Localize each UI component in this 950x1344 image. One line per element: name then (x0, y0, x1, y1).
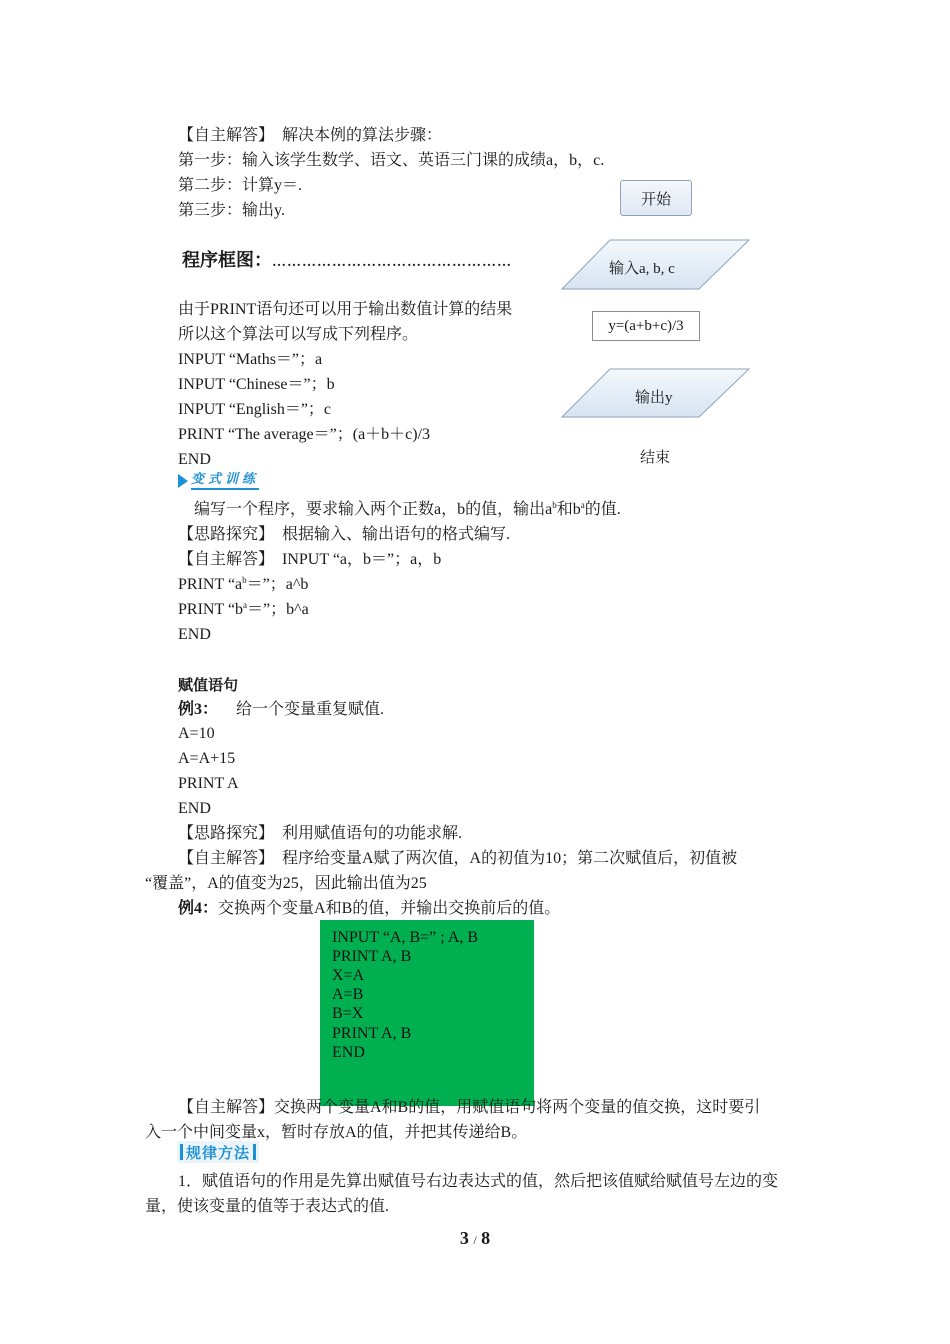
code-box-line: B=X (332, 1005, 364, 1022)
variant-answer: 【自主解答】 INPUT “a，b＝”；a，b (178, 551, 442, 568)
example4-label: 例4： (178, 900, 219, 917)
method-line-1: 1．赋值语句的作用是先算出赋值号右边表达式的值，然后把该值赋给赋值号左边的变 (178, 1173, 779, 1190)
example3-answer-1: 【自主解答】 程序给变量A赋了两次值，A的初值为10；第二次赋值后，初值被 (178, 850, 738, 867)
code-line: INPUT “Maths＝”；a (178, 351, 323, 368)
code-line: END (178, 626, 211, 643)
code-line: END (178, 451, 211, 468)
code-line: END (178, 800, 211, 817)
bar-right-icon (253, 1144, 256, 1160)
example3-line (178, 700, 384, 720)
page-total: 8 (481, 1228, 491, 1248)
variant-training-label: 变式训练 (191, 472, 259, 490)
method-line-2: 量，使该变量的值等于表达式的值. (145, 1198, 390, 1215)
variant-training-badge (178, 472, 259, 490)
page-number (0, 1228, 950, 1249)
print-intro-2: 所以这个算法可以写成下列程序。 (178, 326, 419, 343)
example4-answer-1: 【自主解答】交换两个变量A和B的值，用赋值语句将两个变量的值交换，这时要引 (178, 1099, 761, 1116)
step-three: 第三步：输出y. (178, 202, 285, 219)
code-line: PRINT A (178, 775, 239, 792)
flowchart-start (620, 180, 692, 216)
code-box-line: PRINT A, B (332, 948, 412, 965)
flowchart-heading-dots: ………………………………………… (272, 255, 512, 270)
example4-text: 交换两个变量A和B的值，并输出交换前后的值。 (218, 900, 561, 917)
section-title: 赋值语句 (178, 676, 239, 694)
code-line: PRINT “The average＝”；(a＋b＋c)/3 (178, 426, 431, 443)
example3-answer-2: “覆盖”，A的值变为25，因此输出值为25 (145, 875, 427, 892)
code-line: PRINT “$a^b=$”；a^b (178, 575, 309, 593)
code-box-line: X=A (332, 967, 365, 984)
method-badge (177, 1141, 259, 1163)
code-line: INPUT “Chinese＝”；b (178, 376, 335, 393)
example3-label: 例3： (178, 701, 211, 718)
step-one: 第一步：输入该学生数学、语文、英语三门课的成绩a，b，c. (178, 152, 605, 169)
flowchart-output-label: 输出y (635, 390, 673, 406)
code-line: A=10 (178, 725, 215, 742)
page-current: 3 (459, 1228, 469, 1248)
method-badge-label: 规律方法 (186, 1143, 251, 1162)
flowchart-calc-label: y=(a+b+c)/3 (608, 317, 684, 334)
print-intro-1: 由于PRINT语句还可以用于输出数值计算的结果 (178, 301, 513, 318)
code-line: INPUT “English＝”；c (178, 401, 332, 418)
code-box-line: PRINT A, B (332, 1025, 412, 1042)
page-separator: / (473, 1233, 477, 1247)
example3-think: 【思路探究】 利用赋值语句的功能求解. (178, 825, 463, 842)
flowchart-end-label: 结束 (640, 450, 671, 466)
step-two: 第二步：计算y＝. (178, 177, 303, 194)
flowchart-input-label: 输入a, b, c (609, 261, 675, 277)
answer-heading-line: 【自主解答】 解决本例的算法步骤： (178, 127, 443, 144)
flowchart-heading (182, 251, 512, 273)
example4-answer-2: 入一个中间变量x，暂时存放A的值，并把其传递给B。 (145, 1124, 528, 1141)
example4-line (178, 899, 560, 919)
code-line: PRINT “$b^a=$”；b^a (178, 600, 309, 618)
code-line: A=A+15 (178, 750, 236, 767)
code-box-line: A=B (332, 986, 364, 1003)
code-box-line: INPUT “A, B=” ; A, B (332, 929, 479, 946)
example3-text: 给一个变量重复赋值. (220, 701, 385, 718)
variant-think: 【思路探究】 根据输入、输出语句的格式编写. (178, 526, 511, 543)
flowchart-calc (592, 311, 700, 341)
variant-problem: 编写一个程序，要求输入两个正数a，b的值，输出$a^b$和$b^a$的值. (194, 500, 621, 518)
triangle-icon (178, 474, 188, 488)
flowchart-heading-label: 程序框图： (182, 250, 272, 271)
flowchart-start-label: 开始 (640, 191, 671, 208)
code-box-line: END (332, 1044, 365, 1061)
